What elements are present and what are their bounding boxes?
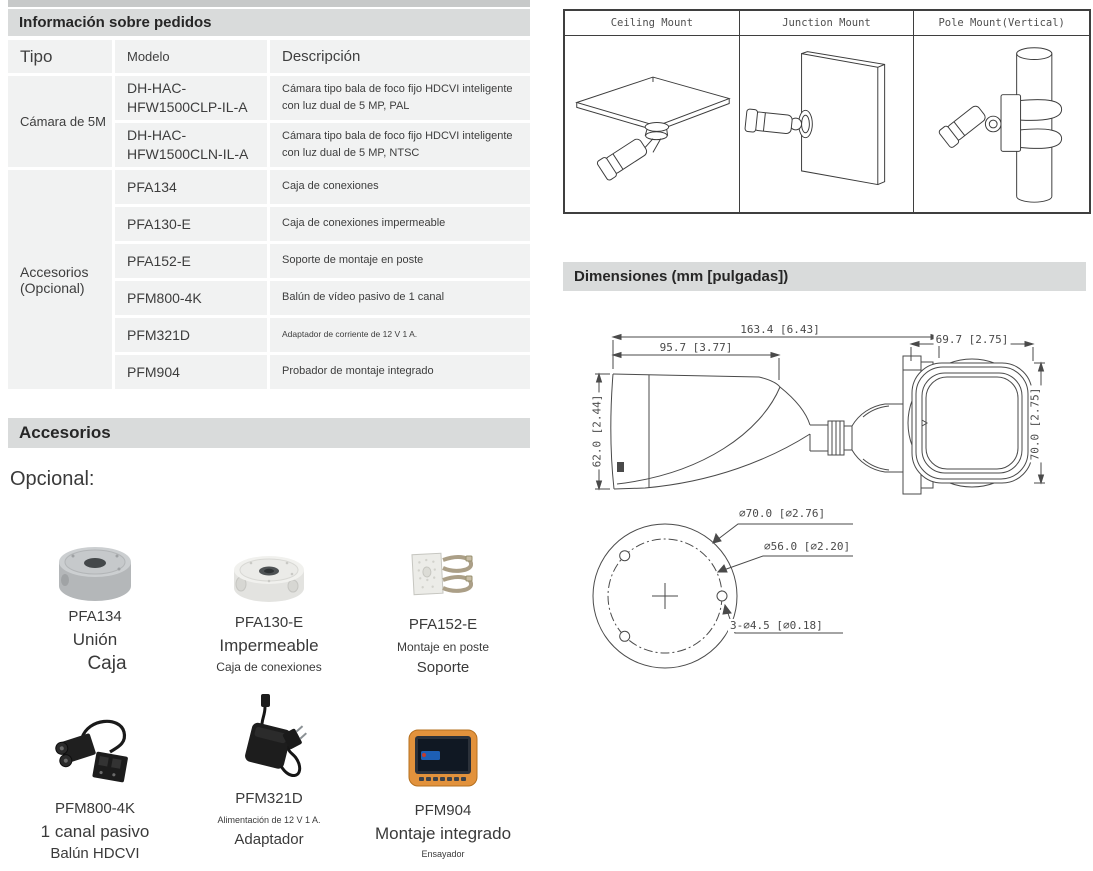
ordering-section-title: Información sobre pedidos: [8, 9, 530, 36]
pfm904-image: [407, 690, 479, 800]
group-label-accessories: Accesorios (Opcional): [8, 170, 112, 389]
camera-base-view-drawing: [575, 499, 865, 684]
dim-base-outer: ⌀70.0 [⌀2.76]: [739, 507, 826, 520]
accessory-line2: 1 canal pasivo: [40, 821, 150, 841]
model-cell: PFM321D: [115, 318, 267, 352]
description-cell: Cámara tipo bala de foco fijo HDCVI inteligente con luz dual de 5 MP, PAL: [270, 76, 530, 120]
junction-box-gray-icon: [55, 542, 135, 606]
ordering-section: [8, 9, 530, 389]
junction-mount-diagram: [740, 36, 915, 212]
column-header-tipo: Tipo: [8, 40, 112, 73]
accessory-line2: Impermeable: [219, 635, 319, 655]
dim-length-total: 163.4 [6.43]: [740, 323, 820, 336]
dimensions-section-title: Dimensiones (mm [pulgadas]): [563, 262, 1086, 291]
dim-base-holes: 3-⌀4.5 [⌀0.18]: [730, 619, 823, 632]
accessory-line2: Alimentación de 12 V 1 A.: [217, 814, 321, 825]
pfa152e-image: [410, 506, 476, 614]
pole-bracket-icon: [410, 548, 476, 606]
accessory-pfm321d: [182, 690, 356, 865]
dim-height-side: 62.0 [2.44]: [590, 394, 604, 468]
accessory-line2: Montaje en poste: [396, 639, 490, 654]
description-cell: Probador de montaje integrado: [270, 355, 530, 389]
description-cell: Adaptador de corriente de 12 V 1 A.: [270, 318, 530, 352]
dim-width-front: 69.7 [2.75]: [935, 333, 1009, 346]
accessory-model: PFM904: [414, 802, 472, 819]
accessory-model: PFA130-E: [234, 614, 304, 631]
pole-mount-diagram: [914, 36, 1089, 212]
accessory-model: PFA152-E: [408, 616, 478, 633]
model-cell: DH-HAC-HFW1500CLP-IL-A: [115, 76, 267, 120]
pfm321d-image: [231, 690, 307, 788]
accessory-pfa134: [8, 506, 182, 679]
accessory-model: PFM800-4K: [54, 800, 136, 817]
model-cell: PFM800-4K: [115, 281, 267, 315]
accessory-pfa152e: [356, 506, 530, 679]
accessory-pfm904: [356, 690, 530, 865]
accessory-line3: Ensayador: [421, 849, 465, 860]
accessories-section: [8, 418, 530, 871]
pfa130e-image: [229, 506, 309, 612]
accessory-line3: Caja de conexiones: [216, 660, 322, 675]
pole-mount-icon: [916, 38, 1088, 210]
model-cell: PFM904: [115, 355, 267, 389]
test-monitor-icon: [407, 728, 479, 788]
accessory-line2: Unión: [72, 629, 118, 649]
dimensions-section: [563, 262, 1087, 686]
model-cell: DH-HAC-HFW1500CLN-IL-A: [115, 123, 267, 167]
accessory-pfa130e: [182, 506, 356, 679]
column-header-descripcion: Descripción: [270, 40, 530, 73]
group-label-camera: Cámara de 5M: [8, 76, 112, 167]
model-cell: PFA152-E: [115, 244, 267, 278]
accessories-row-2: [8, 690, 530, 865]
description-cell: Soporte de montaje en poste: [270, 244, 530, 278]
accessory-line3: Balún HDCVI: [50, 845, 140, 863]
accessory-line3: Adaptador: [234, 831, 304, 849]
power-adapter-icon: [231, 692, 307, 788]
top-divider-strip: [8, 0, 530, 7]
mount-header-ceiling: Ceiling Mount: [565, 11, 740, 36]
mounting-options-table: [563, 9, 1091, 214]
column-header-modelo: Modelo: [115, 40, 267, 73]
description-cell: Balún de vídeo pasivo de 1 canal: [270, 281, 530, 315]
accessory-line3: Caja: [87, 653, 127, 675]
ordering-table: [8, 40, 530, 389]
dim-length-front: 95.7 [3.77]: [659, 341, 733, 354]
ceiling-mount-icon: [566, 38, 738, 210]
dim-base-circle: ⌀56.0 [⌀2.20]: [764, 540, 851, 553]
accessories-subtitle: Opcional:: [10, 468, 95, 490]
pfm800-image: [52, 690, 138, 798]
description-cell: Caja de conexiones impermeable: [270, 207, 530, 241]
model-cell: PFA134: [115, 170, 267, 204]
junction-box-white-icon: [229, 548, 309, 606]
description-cell: Cámara tipo bala de foco fijo HDCVI inteligente con luz dual de 5 MP, NTSC: [270, 123, 530, 167]
mount-header-junction: Junction Mount: [740, 11, 915, 36]
accessories-section-title: Accesorios: [8, 418, 530, 448]
ceiling-mount-diagram: [565, 36, 740, 212]
pfa134-image: [55, 506, 135, 606]
accessory-line2: Montaje integrado: [374, 823, 512, 843]
accessories-row-1: [8, 506, 530, 679]
dim-height-front: 70.0 [2.75]: [1028, 387, 1042, 461]
camera-front-view-drawing: [903, 334, 1049, 500]
accessory-pfm800: [8, 690, 182, 865]
video-balun-icon: [52, 712, 138, 788]
accessory-line3: Soporte: [416, 658, 470, 676]
description-cell: Caja de conexiones: [270, 170, 530, 204]
junction-mount-icon: [740, 38, 912, 210]
camera-side-view-drawing: [583, 322, 955, 500]
accessory-model: PFM321D: [235, 790, 303, 807]
model-cell: PFA130-E: [115, 207, 267, 241]
mount-header-pole: Pole Mount(Vertical): [914, 11, 1089, 36]
accessory-model: PFA134: [68, 608, 122, 625]
